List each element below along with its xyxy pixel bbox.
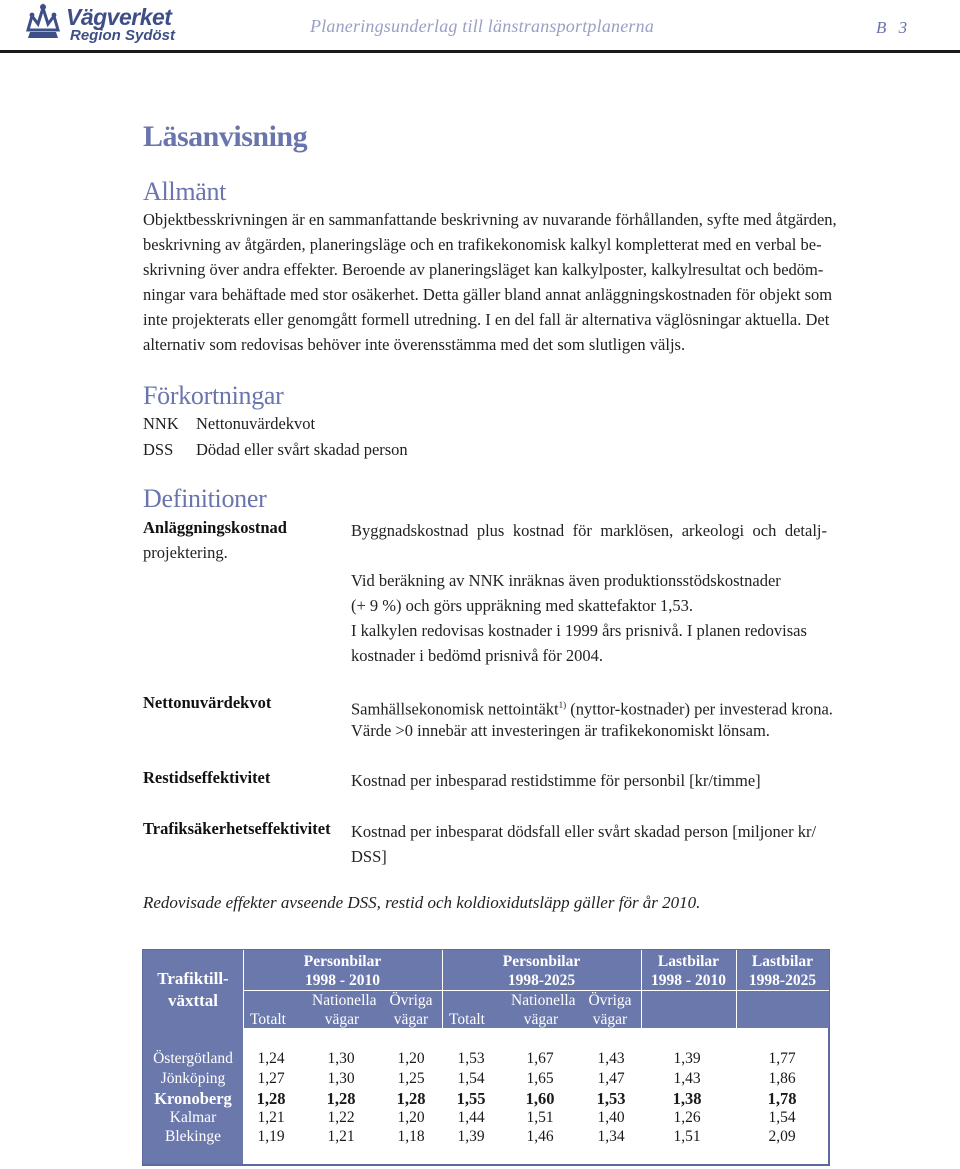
table-cell: 1,18: [397, 1128, 425, 1145]
column-group-header: 1998-2025: [507, 972, 576, 989]
table-cell: 1,30: [327, 1050, 355, 1067]
table-cell: 1,28: [396, 1089, 426, 1108]
vagverket-logo: [22, 0, 192, 46]
abbreviation-key: DSS: [143, 440, 174, 459]
section-heading-allmant: Allmänt: [143, 177, 227, 206]
table-cell: 2,09: [768, 1128, 796, 1145]
table-cell: 1,53: [596, 1089, 626, 1108]
column-group-header: Lastbilar: [657, 953, 720, 970]
row-header: Blekinge: [165, 1128, 221, 1145]
table-cell: 1,77: [768, 1050, 796, 1067]
header-divider: [0, 50, 960, 53]
table-cell: 1,67: [526, 1050, 554, 1067]
table-cell: 1,86: [768, 1070, 796, 1087]
definition-text: Värde >0 innebär att investeringen är trafikekonomiskt lönsam.: [351, 721, 770, 740]
definition-term-nettonuvardekvot: Nettonuvärdekvot: [143, 693, 272, 712]
table-cell: 1,53: [457, 1050, 485, 1067]
table-cell: 1,25: [397, 1070, 425, 1087]
column-header: Totalt: [250, 1011, 286, 1028]
table-cell: 1,39: [457, 1128, 485, 1145]
definition-text-part: Samhällsekonomisk nettointäkt: [351, 699, 559, 719]
abbreviation-text: Nettonuvärdekvot: [196, 414, 316, 433]
definition-text: projektering.: [143, 543, 228, 562]
column-header: Totalt: [449, 1011, 485, 1028]
page-heading: Läsanvisning: [143, 120, 308, 153]
logo-region: Region Sydöst: [70, 27, 176, 44]
table-cell: 1,46: [526, 1128, 554, 1145]
table-cell: 1,28: [256, 1089, 286, 1108]
table-cell: 1,30: [327, 1070, 355, 1087]
section-heading-forkortningar: Förkortningar: [143, 381, 284, 410]
paragraph-line: beskrivning av åtgärden, planeringsläge och en trafikekonomisk kalkyl kompletterat med en verbal be-: [143, 235, 822, 254]
document-title: Planeringsunderlag till länstransportplanerna: [310, 16, 655, 36]
intro-paragraph: [143, 207, 837, 357]
section-heading-definitioner: Definitioner: [143, 484, 267, 513]
definition-term-trafiksakerhetseffektivitet: Trafiksäkerhetseffektivitet: [143, 819, 331, 838]
table-cell: 1,40: [597, 1109, 625, 1126]
footnote-marker: 1): [558, 700, 567, 710]
table-cell: 1,65: [526, 1070, 554, 1087]
abbreviation-text: Dödad eller svårt skadad person: [196, 440, 408, 459]
column-header: Nationella: [511, 992, 576, 1009]
table-cell: 1,34: [597, 1128, 625, 1145]
table-cell: 1,39: [673, 1050, 701, 1067]
table-cell: 1,54: [768, 1109, 796, 1126]
paragraph-line: alternativ som redovisas behöver inte överensstämma med det som slutligen väljs.: [143, 335, 686, 354]
definition-text: DSS]: [351, 847, 387, 866]
table-cell: 1,51: [526, 1109, 554, 1126]
definition-text: kostnader i bedömd prisnivå för 2004.: [351, 646, 604, 665]
definition-term-restidseffektivitet: Restidseffektivitet: [143, 768, 271, 787]
table-cell: 1,51: [673, 1128, 701, 1145]
table-cell: 1,43: [673, 1070, 701, 1087]
table-cell: 1,21: [327, 1128, 355, 1145]
table-divider: [243, 990, 829, 991]
column-header: vägar: [523, 1011, 559, 1028]
column-header: vägar: [592, 1011, 628, 1028]
paragraph-line: Objektbesskrivningen är en sammanfattande beskrivning av nuvarande förhållanden, syfte med åtgärden,: [143, 210, 837, 229]
column-header: vägar: [324, 1011, 360, 1028]
row-header: Kalmar: [169, 1109, 217, 1126]
table-cell: 1,21: [257, 1109, 285, 1126]
definition-text: I kalkylen redovisas kostnader i 1999 års prisnivå. I planen redovisas: [351, 621, 807, 640]
column-group-header: 1998 - 2010: [651, 972, 726, 989]
column-group-header: Personbilar: [502, 953, 581, 970]
table-cell: 1,47: [597, 1070, 625, 1087]
column-header: Övriga: [389, 992, 433, 1009]
page-number: B 3: [876, 18, 912, 37]
table-cell: 1,28: [326, 1089, 356, 1108]
definition-term-anlaggningskostnad: Anläggningskostnad: [143, 518, 287, 537]
table-cell: 1,54: [457, 1070, 485, 1087]
paragraph-line: ningar vara behäftade med stor osäkerhet. Detta gäller bland annat anläggningskostnaden för objekt som: [143, 285, 833, 304]
column-header: Övriga: [588, 992, 632, 1009]
table-cell: 1,44: [457, 1109, 485, 1126]
table-cell: 1,60: [525, 1089, 555, 1108]
table-cell: 1,38: [672, 1089, 702, 1108]
definition-text: Vid beräkning av NNK inräknas även produktionsstödskostnader: [351, 571, 781, 590]
effects-note: Redovisade effekter avseende DSS, restid och koldioxidutsläpp gäller för år 2010.: [143, 893, 701, 912]
table-cell: 1,55: [456, 1089, 486, 1108]
definition-text: Kostnad per inbesparat dödsfall eller svårt skadad person [miljoner kr/: [351, 822, 817, 841]
column-group-header: 1998 - 2010: [305, 972, 380, 989]
column-group-header: Lastbilar: [751, 953, 814, 970]
table-cell: 1,24: [257, 1050, 285, 1067]
table-cell: 1,20: [397, 1109, 425, 1126]
paragraph-line: inte projekterats eller genomgått formell utredning. I en del fall är alternativa väglösningar aktuella. Det: [143, 310, 830, 329]
column-group-header: Personbilar: [303, 953, 382, 970]
definition-text: (+ 9 %) och görs uppräkning med skattefaktor 1,53.: [351, 596, 693, 615]
crown-emblem-icon: [22, 2, 64, 42]
table-corner-label: växttal: [167, 991, 219, 1010]
row-header: Östergötland: [153, 1050, 233, 1067]
column-header: Nationella: [312, 992, 377, 1009]
table-corner-label: Trafiktill-: [157, 969, 229, 988]
row-header: Jönköping: [160, 1070, 226, 1087]
table-cell: 1,22: [327, 1109, 355, 1126]
definition-text-part: (nyttor-kostnader) per investerad krona.: [566, 699, 833, 719]
paragraph-line: skrivning över andra effekter. Beroende av planeringsläget kan kalkylposter, kalkylresultat och bedöm-: [143, 260, 824, 279]
column-group-header: 1998-2025: [748, 972, 817, 989]
definition-text: Byggnadskostnad plus kostnad för marklösen, arkeologi och detalj-: [351, 521, 827, 540]
table-cell: 1,27: [257, 1070, 285, 1087]
column-header: vägar: [393, 1011, 429, 1028]
row-header: Kronoberg: [154, 1089, 232, 1108]
table-cell: 1,43: [597, 1050, 625, 1067]
table-cell: 1,78: [767, 1089, 797, 1108]
table-cell: 1,19: [257, 1128, 285, 1145]
table-cell: 1,26: [673, 1109, 701, 1126]
abbreviation-key: NNK: [143, 414, 179, 433]
definition-text: Kostnad per inbesparad restidstimme för personbil [kr/timme]: [351, 771, 761, 790]
logo-name: Vägverket: [66, 4, 172, 30]
table-cell: 1,20: [397, 1050, 425, 1067]
